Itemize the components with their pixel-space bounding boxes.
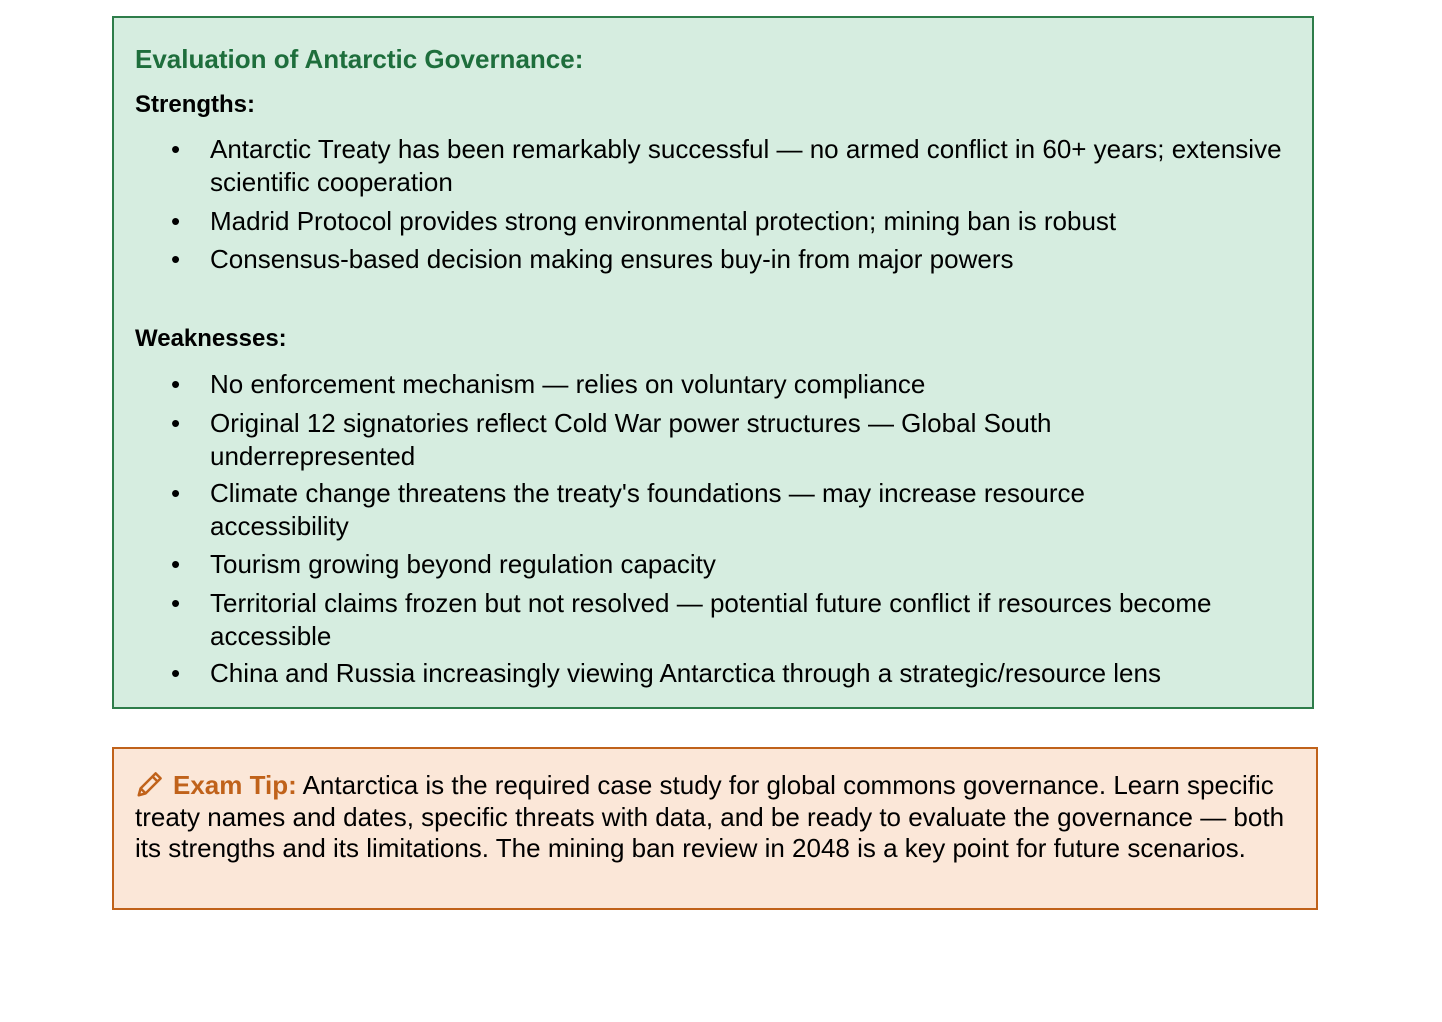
bullet-icon: • [171, 206, 181, 236]
bullet-icon: • [171, 244, 181, 274]
weakness-text: No enforcement mechanism — relies on voluntary compliance [210, 369, 926, 399]
exam-tip-label: Exam Tip: [173, 770, 297, 800]
evaluation-panel [112, 16, 1314, 709]
weakness-text: China and Russia increasingly viewing Antarctica through a strategic/resource lens [210, 658, 1161, 688]
strength-text: Antarctic Treaty has been remarkably successful — no armed conflict in 60+ years; extensive scientific cooperation [210, 134, 1282, 197]
evaluation-title: Evaluation of Antarctic Governance: [135, 44, 584, 74]
weakness-text: Tourism growing beyond regulation capacity [210, 549, 716, 579]
bullet-icon: • [171, 134, 181, 164]
bullet-icon: • [171, 549, 181, 579]
exam-tip-text-block [135, 769, 1295, 865]
bullet-icon: • [171, 369, 181, 399]
bullet-icon: • [171, 588, 181, 618]
bullet-icon: • [171, 658, 181, 688]
weaknesses-heading: Weaknesses: [135, 325, 287, 352]
exam-tip-panel [112, 747, 1318, 910]
bullet-icon: • [171, 408, 181, 438]
strength-text: Consensus-based decision making ensures buy-in from major powers [210, 244, 1014, 274]
strength-text: Madrid Protocol provides strong environmental protection; mining ban is robust [210, 206, 1117, 236]
weakness-text: Climate change threatens the treaty's foundations — may increase resource accessibility [210, 478, 1085, 541]
pencil-icon [135, 769, 165, 799]
weakness-text: Original 12 signatories reflect Cold War power structures — Global South underrepresented [210, 408, 1052, 471]
strengths-heading: Strengths: [135, 91, 255, 118]
weakness-text: Territorial claims frozen but not resolved — potential future conflict if resources become accessible [210, 588, 1212, 651]
exam-tip-text: Antarctica is the required case study for global commons governance. Learn specific treaty names and dates, specific threats with data, and be ready to evaluate the governance — both its strengths and its limitations. The mining ban review in 2048 is a key point for future scenarios. [135, 770, 1285, 863]
bullet-icon: • [171, 478, 181, 508]
